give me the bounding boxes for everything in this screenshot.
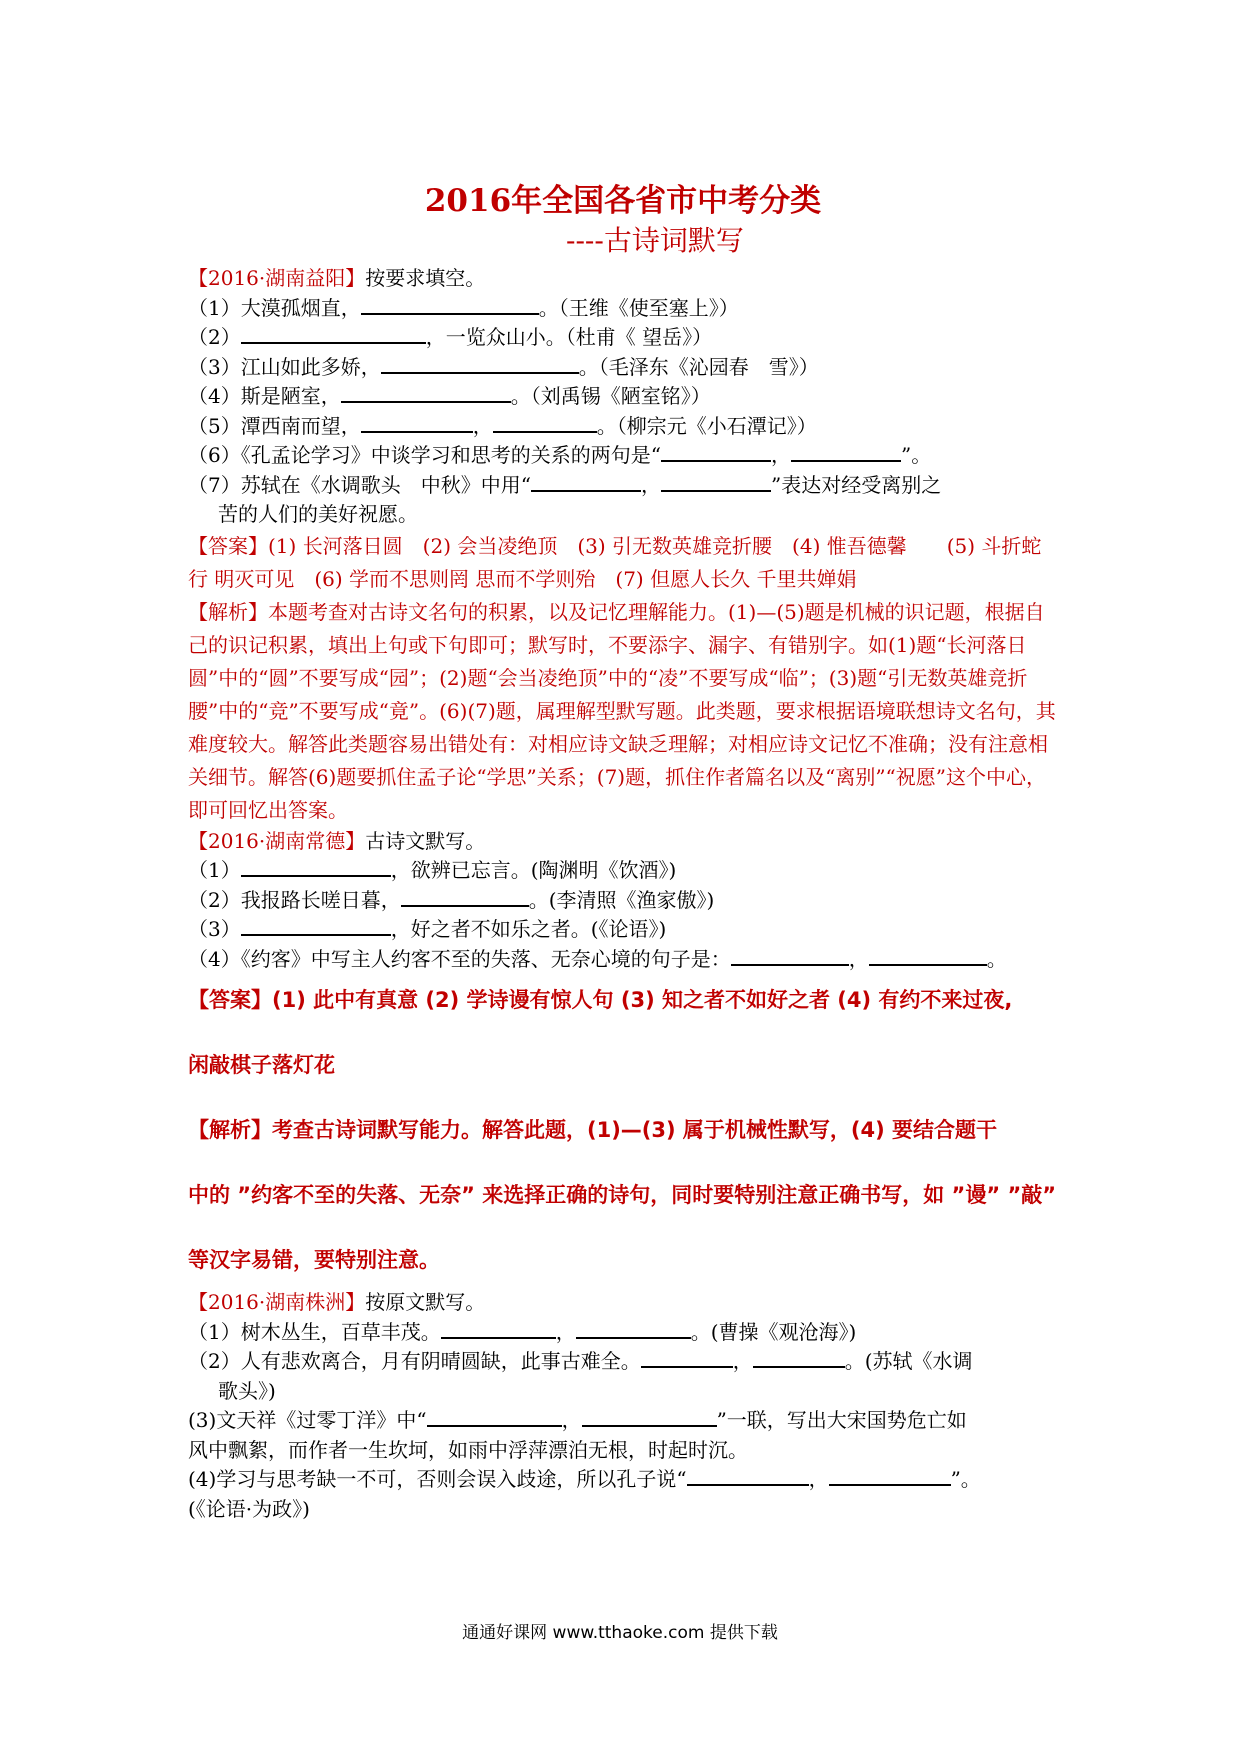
analysis-continuation: 等汉字易错，要特别注意。 <box>188 1248 440 1272</box>
question-text: 斯是陋室， <box>240 384 341 408</box>
question-text: ，欲辨已忘言。(陶渊明《饮酒》) <box>390 858 677 882</box>
question-text: 学习与思考缺一不可，否则会误入歧途，所以孔子说“ <box>216 1467 687 1491</box>
question-number: （7） <box>188 472 241 497</box>
question-text: 。（王维《使至塞上》） <box>538 295 739 320</box>
separator: ， <box>561 1408 582 1432</box>
instruction: 按原文默写。 <box>365 1290 486 1314</box>
question-text: 大漠孤烟直， <box>240 295 361 320</box>
answer-blank[interactable] <box>401 887 529 907</box>
question-text: 江山如此多娇， <box>240 354 381 379</box>
question-number: （4） <box>188 946 241 971</box>
answer-continuation: 闲敲棋子落灯花 <box>188 1053 335 1077</box>
question-text: 。 <box>986 946 1007 971</box>
question-text: 我报路长嗟日暮， <box>240 887 401 912</box>
page-subtitle: ----古诗词默写 <box>566 224 744 257</box>
answer-block <box>188 530 1058 596</box>
separator: ， <box>640 472 661 497</box>
question-continuation: 歌头》) <box>218 1378 276 1403</box>
answer-blank[interactable] <box>381 354 579 374</box>
answer-blank[interactable] <box>791 442 901 462</box>
question <box>188 1347 1058 1377</box>
answer-blank[interactable] <box>361 295 539 315</box>
question-text: 。(苏轼《水调 <box>844 1349 973 1373</box>
question-number: （1） <box>188 1319 241 1344</box>
question-number: （3） <box>188 917 241 941</box>
question <box>188 1318 1058 1348</box>
question-text: 文天祥《过零丁洋》中“ <box>216 1408 427 1432</box>
question-text: 苏轼在《水调歌头 中秋》中用“ <box>240 472 531 497</box>
section-header <box>188 264 1058 294</box>
analysis-text: 本题考查对古诗文名句的积累，以及记忆理解能力。(1)—(5)题是机械的识记题，根据自己的识记积累，填出上句或下句即可；默写时，不要添字、漏字、有错别字。如(1)题“长河落日圆”中的“圆”不要写成“园”；(2)题“会当凌绝顶”中的“凌”不要写成“临”；(3)题“引无数英雄竞折腰”中的“竞”不要写成“竟”。(6)(7)题，属理解型默写题。此类题，要求根据语境联想诗文名句，其难度较大。解答此类题容易出错处有：对相应诗文缺乏理解；对相应诗文记忆不准确；没有注意相关细节。解答(6)题要抓住孟子论“学思”关系；(7)题，抓住作者篇名以及“离别”“祝愿”这个中心，即可回忆出答案。 <box>188 599 1056 822</box>
question-number: （3） <box>188 354 241 379</box>
question <box>188 323 1058 353</box>
question-text: ，好之者不如乐之者。(《论语》) <box>390 917 667 941</box>
question-number: （2） <box>188 325 241 349</box>
question-number: （4） <box>188 384 241 408</box>
answer-blank[interactable] <box>753 1348 845 1368</box>
question-text: 树木丛生，百草丰茂。 <box>240 1319 441 1344</box>
question-text: 《约客》中写主人约客不至的失落、无奈心境的句子是： <box>240 946 731 971</box>
separator: ， <box>808 1467 829 1491</box>
answer-blank[interactable] <box>531 472 641 492</box>
section-header <box>188 827 1058 857</box>
question-continuation: (《论语·为政》) <box>188 1496 310 1521</box>
question <box>188 412 1058 442</box>
answer-tag: 【答案】 <box>188 533 268 558</box>
answer-blank[interactable] <box>241 857 391 877</box>
question <box>188 945 1058 975</box>
answer-tag: 【答案】 <box>188 988 272 1012</box>
question-text: 《孔孟论学习》中谈学习和思考的关系的两句是“ <box>240 443 661 467</box>
instruction: 古诗文默写。 <box>365 828 486 853</box>
question-number: （6） <box>188 443 241 467</box>
question-continuation: 风中飘絮，而作者一生坎坷，如雨中浮萍漂泊无根，时起时沉。 <box>188 1437 748 1462</box>
question-text: 。（刘禹锡《陋室铭》） <box>510 384 711 408</box>
question-number: （2） <box>188 887 241 912</box>
question-number: （1） <box>188 295 241 320</box>
answer-blank[interactable] <box>582 1407 717 1427</box>
question-number: （2） <box>188 1349 241 1373</box>
question-text: ”一联，写出大宋国势危亡如 <box>716 1408 967 1432</box>
question-number: （5） <box>188 413 241 438</box>
question-text: 。(李清照《渔家傲》) <box>528 887 715 912</box>
question-number: (4) <box>188 1467 217 1491</box>
question <box>188 1406 1058 1436</box>
question-text: 。（毛泽东《沁园春 雪》） <box>578 354 819 379</box>
analysis-tag: 【解析】 <box>188 1118 272 1142</box>
question <box>188 294 1058 324</box>
separator: ， <box>555 1319 576 1344</box>
source-tag: 【2016·湖南株洲】 <box>188 1290 366 1314</box>
answer-blank[interactable] <box>241 916 391 936</box>
answer-blank[interactable] <box>687 1466 809 1486</box>
answer-blank[interactable] <box>661 472 771 492</box>
answer-blank[interactable] <box>576 1319 691 1339</box>
question <box>188 353 1058 383</box>
question <box>188 1465 1058 1495</box>
question-number: （1） <box>188 858 241 882</box>
answer-blank[interactable] <box>641 1348 733 1368</box>
answer-blank[interactable] <box>661 442 771 462</box>
answer-blank[interactable] <box>493 413 597 433</box>
page-title: 2016年全国各省市中考分类 <box>424 183 822 219</box>
separator: ， <box>472 413 493 438</box>
answer-blank[interactable] <box>829 1466 951 1486</box>
answer-blank[interactable] <box>361 413 473 433</box>
answer-blank[interactable] <box>731 946 849 966</box>
answer-block <box>188 980 1058 1045</box>
question-text: ”表达对经受离别之 <box>770 472 942 497</box>
question <box>188 856 1058 886</box>
question-text: 。（柳宗元《小石潭记》） <box>596 413 817 438</box>
answer-blank[interactable] <box>441 1319 556 1339</box>
question <box>188 915 1058 945</box>
analysis-text: 考查古诗词默写能力。解答此题，(1)—(3) 属于机械性默写，(4) 要结合题干 <box>272 1118 998 1142</box>
question <box>188 886 1058 916</box>
section-header <box>188 1288 1058 1318</box>
question-text: ”。 <box>900 443 932 467</box>
source-tag: 【2016·湖南益阳】 <box>188 266 366 290</box>
analysis-block <box>188 596 1058 827</box>
separator: ， <box>732 1349 753 1373</box>
question-text: 。(曹操《观沧海》) <box>690 1319 857 1344</box>
answer-blank[interactable] <box>427 1407 562 1427</box>
answer-blank[interactable] <box>241 324 426 344</box>
question-text: 人有悲欢离合，月有阴晴圆缺，此事古难全。 <box>240 1349 641 1373</box>
analysis-tag: 【解析】 <box>188 599 268 624</box>
question-number: (3) <box>188 1408 217 1432</box>
document-page <box>188 180 1058 1524</box>
answer-blank[interactable] <box>341 383 511 403</box>
question <box>188 441 1058 471</box>
question-text: ”。 <box>950 1467 981 1491</box>
question <box>188 382 1058 412</box>
answer-blank[interactable] <box>869 946 987 966</box>
separator: ， <box>848 946 869 971</box>
separator: ， <box>770 443 791 467</box>
source-tag: 【2016·湖南常德】 <box>188 828 366 853</box>
answer-text: (1) 此中有真意 (2) 学诗谩有惊人句 (3) 知之者不如好之者 (4) 有约不来过夜, <box>272 988 1013 1012</box>
answer-text: (1) 长河落日圆 (2) 会当凌绝顶 (3) 引无数英雄竞折腰 (4) 惟吾德馨 (5) 斗折蛇行 明灭可见 (6) 学而不思则罔 思而不学则殆 (7) 但愿人长久 千里共婵娟 <box>188 533 1042 591</box>
analysis-block <box>188 1110 1058 1175</box>
page-footer: 通通好课网 www.tthaoke.com 提供下载 <box>462 1623 778 1643</box>
analysis-continuation: 中的 ”约客不至的失落、无奈” 来选择正确的诗句，同时要特别注意正确书写，如 ”谩” ”敲” <box>188 1183 1057 1207</box>
question-text: 潭西南而望， <box>240 413 361 438</box>
instruction: 按要求填空。 <box>365 266 486 290</box>
question <box>188 471 1058 501</box>
question-text: ，一览众山小。（杜甫《 望岳》） <box>425 325 713 349</box>
question-continuation: 苦的人们的美好祝愿。 <box>218 502 418 526</box>
